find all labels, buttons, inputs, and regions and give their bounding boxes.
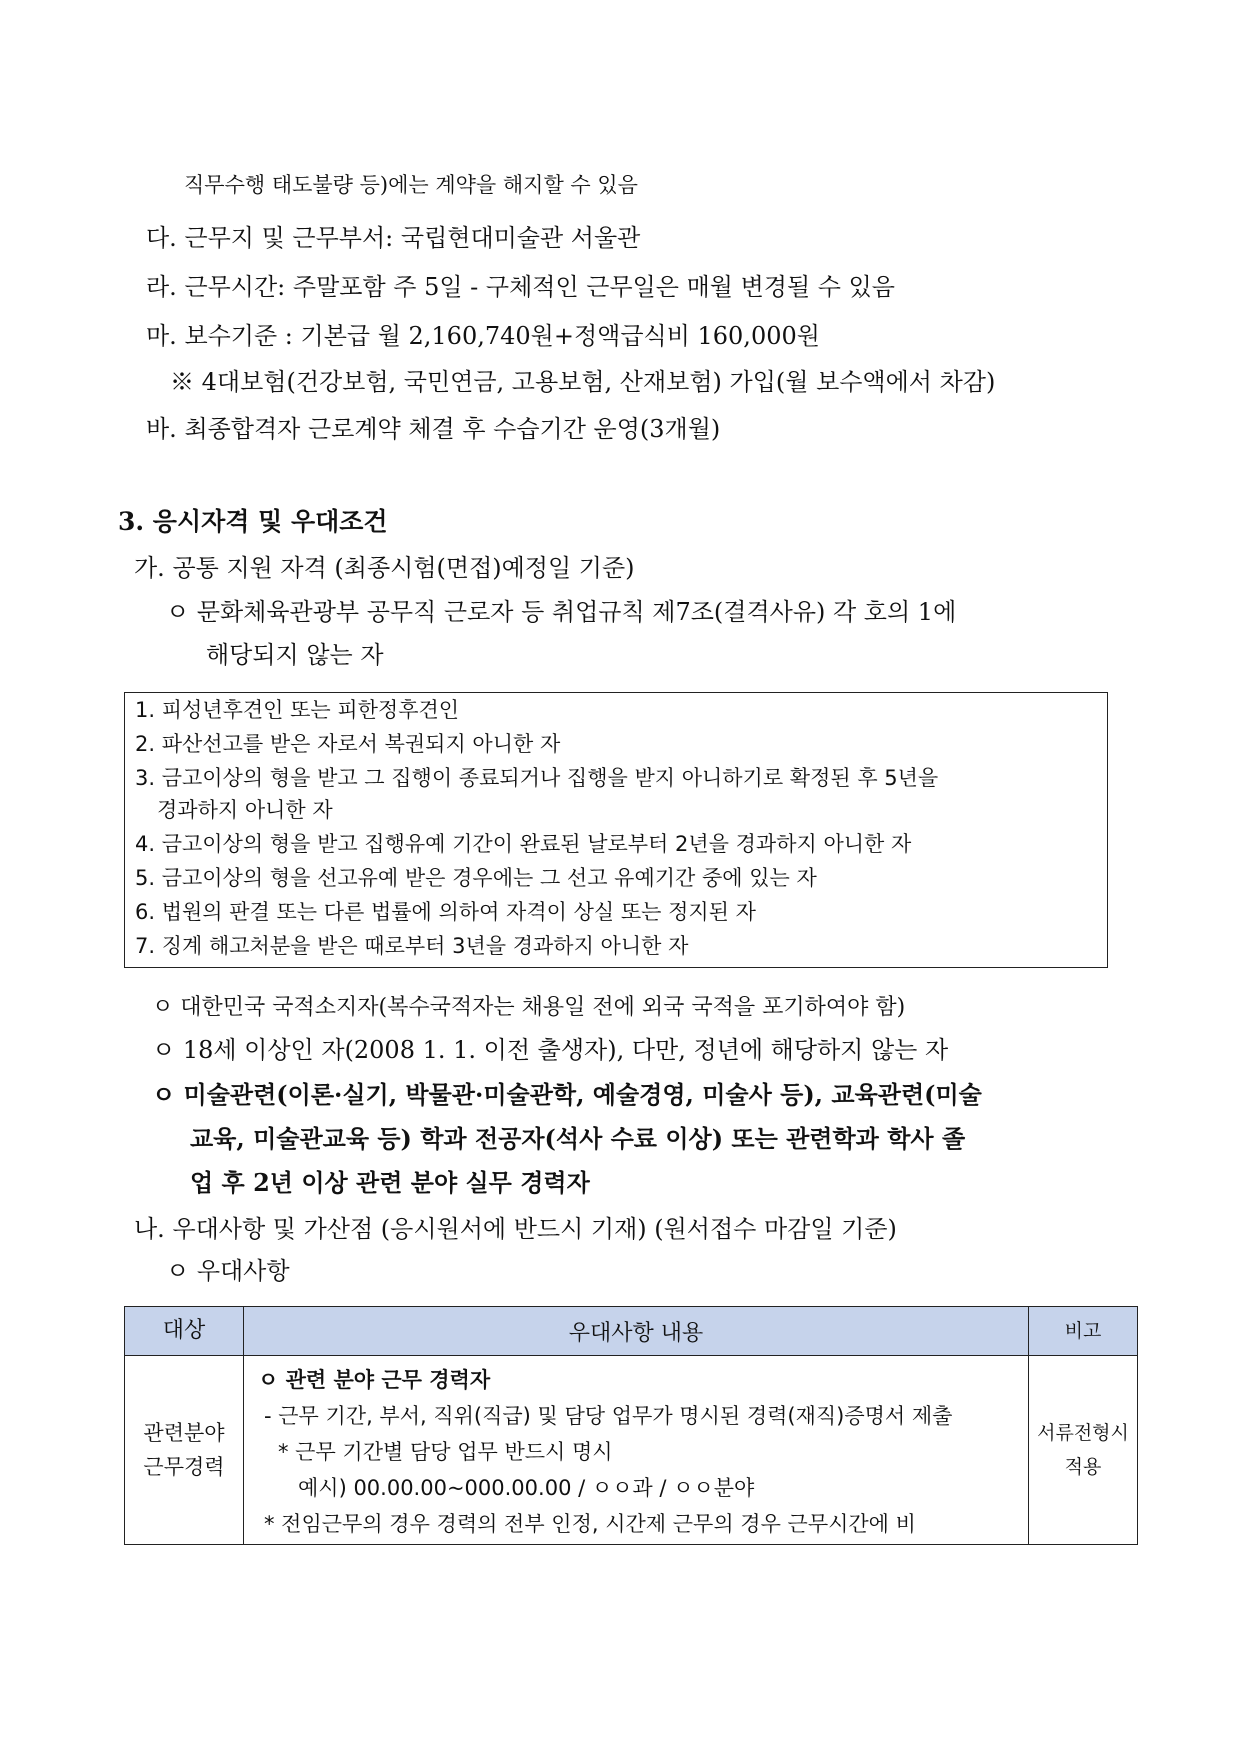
content-title: ㅇ 관련 분야 근무 경력자 <box>258 1368 491 1392</box>
remark-line: 서류전형시 <box>1037 1422 1129 1444</box>
age-requirement: ㅇ 18세 이상인 자(2008 1. 1. 이전 출생자), 다만, 정년에 해당하지 않는 자 <box>152 1036 949 1064</box>
remark-line: 적용 <box>1064 1456 1102 1478</box>
work-hours-line: 라. 근무시간: 주말포함 주 5일 - 구체적인 근무일은 매월 변경될 수 있음 <box>146 273 895 301</box>
major-requirement-line1: ㅇ 미술관련(이론·실기, 박물관·미술관학, 예술경영, 미술사 등), 교육관련(미술 <box>152 1080 982 1109</box>
preference-item: ㅇ 우대사항 <box>166 1257 290 1285</box>
disqualification-item-cont: 경과하지 아니한 자 <box>157 798 333 822</box>
disqualification-item: 2. 파산선고를 받은 자로서 복권되지 아니한 자 <box>135 732 561 756</box>
target-line: 근무경력 <box>143 1455 225 1479</box>
target-cell <box>125 1356 244 1545</box>
table-header-row <box>125 1307 1138 1356</box>
qualification-item-1: ㅇ 문화체육관광부 공무직 근로자 등 취업규칙 제7조(결격사유) 각 호의 1에 <box>166 598 957 626</box>
disqualification-item: 3. 금고이상의 형을 받고 그 집행이 종료되거나 집행을 받지 아니하기로 확정된 후 5년을 <box>135 766 939 790</box>
preference-table <box>124 1306 1138 1545</box>
header-target: 대상 <box>125 1307 244 1356</box>
contract-termination-continuation: 직무수행 태도불량 등)에는 계약을 해지할 수 있음 <box>184 173 638 197</box>
nationality-requirement: ㅇ 대한민국 국적소지자(복수국적자는 채용일 전에 외국 국적을 포기하여야 함) <box>152 995 906 1020</box>
header-content: 우대사항 내용 <box>244 1307 1029 1356</box>
header-remark: 비고 <box>1029 1307 1138 1356</box>
workplace-line: 다. 근무지 및 근무부서: 국립현대미술관 서울관 <box>146 224 641 252</box>
content-line: * 근무 기간별 담당 업무 반드시 명시 <box>278 1440 613 1464</box>
content-line: 예시) 00.00.00~000.00.00 / ㅇㅇ과 / ㅇㅇ분야 <box>298 1476 755 1500</box>
probation-line: 바. 최종합격자 근로계약 체결 후 수습기간 운영(3개월) <box>146 415 721 443</box>
table-row <box>125 1356 1138 1545</box>
target-line: 관련분야 <box>143 1421 225 1445</box>
preference-heading: 나. 우대사항 및 가산점 (응시원서에 반드시 기재) (원서접수 마감일 기준) <box>134 1215 897 1243</box>
major-requirement-line2: 교육, 미술관교육 등) 학과 전공자(석사 수료 이상) 또는 관련학과 학사 졸 <box>190 1124 966 1153</box>
qualification-item-1-cont: 해당되지 않는 자 <box>206 641 384 669</box>
disqualification-item: 4. 금고이상의 형을 받고 집행유예 기간이 완료된 날로부터 2년을 경과하지 아니한 자 <box>135 832 912 856</box>
disqualification-item: 5. 금고이상의 형을 선고유예 받은 경우에는 그 선고 유예기간 중에 있는 자 <box>135 866 817 890</box>
remark-cell <box>1029 1356 1138 1545</box>
common-qualification-heading: 가. 공통 지원 자격 (최종시험(면접)예정일 기준) <box>134 554 635 582</box>
disqualification-box <box>124 692 1108 968</box>
content-cell <box>244 1356 1029 1545</box>
section-3-title: 3. 응시자격 및 우대조건 <box>118 507 388 536</box>
salary-line: 마. 보수기준 : 기본급 월 2,160,740원+정액급식비 160,000원 <box>146 322 820 350</box>
content-line: - 근무 기간, 부서, 직위(직급) 및 담당 업무가 명시된 경력(재직)증명서 제출 <box>264 1404 953 1428</box>
disqualification-item: 6. 법원의 판결 또는 다른 법률에 의하여 자격이 상실 또는 정지된 자 <box>135 900 756 924</box>
insurance-note: ※ 4대보험(건강보험, 국민연금, 고용보험, 산재보험) 가입(월 보수액에서 차감) <box>170 368 996 396</box>
content-line: * 전임근무의 경우 경력의 전부 인정, 시간제 근무의 경우 근무시간에 비 <box>264 1512 916 1536</box>
major-requirement-line3: 업 후 2년 이상 관련 분야 실무 경력자 <box>190 1168 590 1197</box>
disqualification-item: 1. 피성년후견인 또는 피한정후견인 <box>135 698 460 722</box>
disqualification-item: 7. 징계 해고처분을 받은 때로부터 3년을 경과하지 아니한 자 <box>135 934 689 958</box>
